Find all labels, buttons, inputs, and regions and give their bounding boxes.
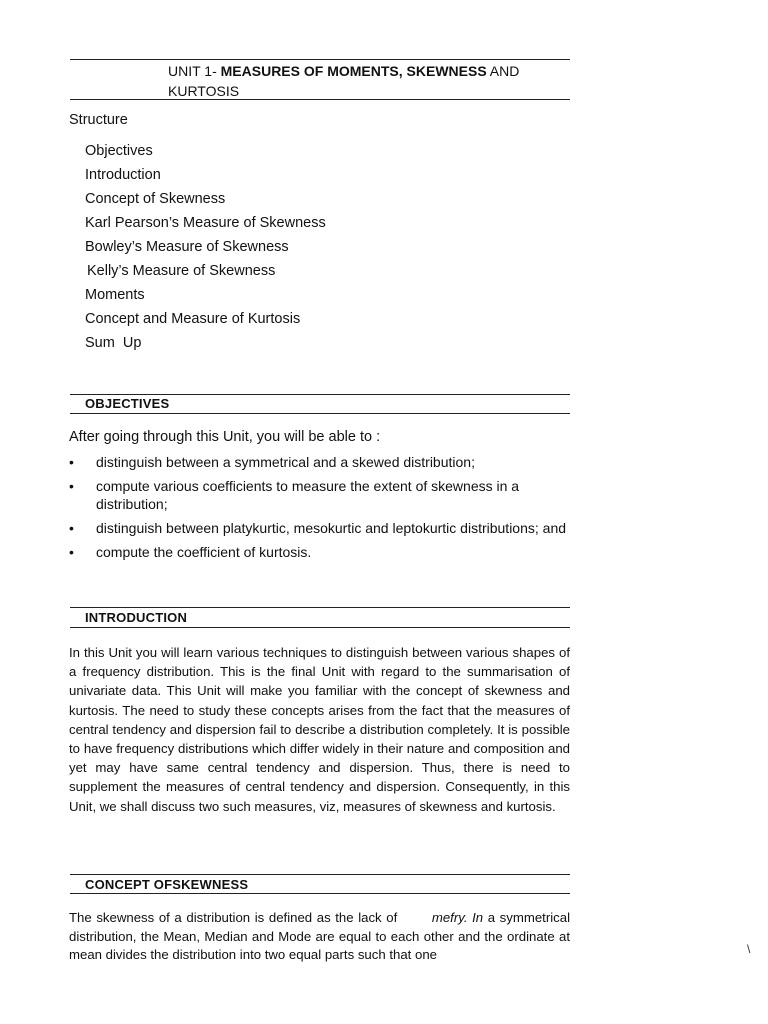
objectives-top-rule — [70, 394, 570, 395]
unit-title-line2: KURTOSIS — [168, 83, 240, 99]
bullet-marker: • — [69, 454, 74, 470]
structure-item: Concept of Skewness — [85, 191, 226, 207]
introduction-top-rule — [70, 607, 570, 608]
structure-item: Objectives — [85, 143, 153, 159]
introduction-bottom-rule — [70, 627, 570, 628]
unit-prefix: UNIT 1- — [168, 63, 221, 79]
concept-paragraph — [69, 909, 570, 965]
bullet-marker: • — [69, 478, 74, 494]
introduction-paragraph: In this Unit you will learn various techniques to distinguish between various shapes of a frequency distribution. This is the final Unit with regard to the summarisation of univariate data. This Unit will make you familiar with the concept of skewness and kurtosis. The need to study these concepts arises from the fact that the measures of central tendency and dispersion fail to describe a distribution completely. It is possible to have frequency distributions which differ widely in their nature and composition and yet may have same central tendency and dispersion. Thus, there is need to supplement the measures of central tendency and dispersion. Consequently, in this Unit, we shall discuss two such measures, viz, measures of skewness and kurtosis. — [69, 645, 570, 814]
objectives-list — [69, 453, 629, 567]
title-bottom-rule — [70, 99, 570, 100]
objective-text: compute various coefficients to measure the extent of skewness in a distribution; — [96, 478, 520, 512]
structure-item: Karl Pearson’s Measure of Skewness — [85, 215, 326, 231]
objectives-heading: OBJECTIVES — [85, 396, 170, 411]
objective-item — [69, 543, 629, 561]
structure-list — [85, 141, 326, 357]
unit-title-bold: MEASURES OF MOMENTS, SKEWNESS — [220, 63, 487, 79]
objective-item — [69, 477, 574, 513]
stray-mark: \ — [747, 942, 751, 956]
structure-item: Moments — [85, 287, 145, 303]
concept-heading: CONCEPT OFSKEWNESS — [85, 877, 249, 892]
objectives-bottom-rule — [70, 413, 570, 414]
concept-bottom-rule — [70, 893, 570, 894]
structure-heading: Structure — [69, 112, 128, 128]
structure-item: Sum Up — [85, 335, 142, 351]
structure-item: Bowley’s Measure of Skewness — [85, 239, 289, 255]
objective-text: distinguish between platykurtic, mesokurtic and leptokurtic distributions; and — [96, 520, 567, 536]
objectives-lead: After going through this Unit, you will be able to : — [69, 429, 381, 445]
objective-item — [69, 519, 629, 537]
bullet-marker: • — [69, 520, 74, 536]
objective-item — [69, 453, 629, 471]
introduction-heading: INTRODUCTION — [85, 610, 188, 625]
structure-item: Introduction — [85, 167, 161, 183]
concept-text-after: a symmetrical distribution, the Mean, Median and Mode are equal to each other and the ordinate at mean divides the distribution into two equal parts such that one — [69, 910, 570, 962]
structure-item: Concept and Measure of Kurtosis — [85, 311, 301, 327]
objective-text: compute the coefficient of kurtosis. — [96, 544, 312, 560]
structure-item: Kelly’s Measure of Skewness — [87, 263, 276, 279]
top-rule — [70, 59, 570, 60]
objective-text: distinguish between a symmetrical and a skewed distribution; — [96, 454, 475, 470]
unit-title-and: AND — [486, 63, 520, 79]
concept-text-before: The skewness of a distribution is defined as the lack of — [69, 910, 398, 925]
concept-text-italic: mefry. In — [431, 910, 484, 925]
bullet-marker: • — [69, 544, 74, 560]
unit-title — [168, 61, 568, 101]
concept-top-rule — [70, 874, 570, 875]
